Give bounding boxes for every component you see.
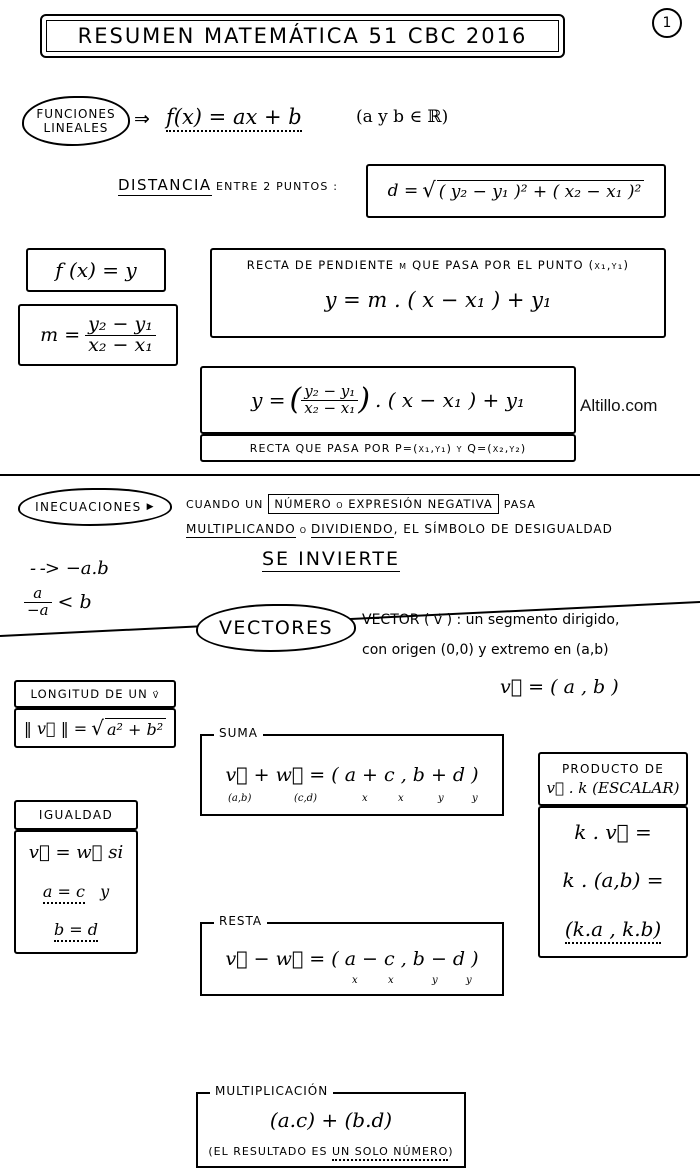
suma-sub-y2: y [472, 793, 478, 804]
fieldset-multiplicacion [196, 1084, 466, 1168]
cloud-line-1: FUNCIONES [36, 107, 116, 121]
resta-formula: v⃗ − w⃗ = ( a − c , b − d ) [225, 948, 479, 970]
label-distancia-sub: ENTRE 2 PUNTOS : [216, 180, 339, 193]
recta2-lhs: y = [251, 388, 286, 412]
inecuaciones-line-2: MULTIPLICANDO o DIVIDIENDO , EL SÍMBOLO DE DESIGUALDAD [186, 522, 613, 536]
box-producto-escalar-body [538, 806, 688, 958]
distancia-lhs: d = [387, 181, 419, 201]
fieldset-suma [200, 726, 504, 816]
box-recta-dos-puntos: y = ( $\frac{\text{y₂ − y₁}}{\text{x₂ − x₁}}$ ) . ( x − x₁ ) + y₁ [200, 366, 576, 434]
formula-linear-function: f(x) = ax + b [166, 105, 302, 129]
producto-escalar-line-1: k . v⃗ = [574, 820, 652, 845]
page-number-badge: 1 [652, 8, 682, 38]
multiplicacion-formula: (a.c) + (b.d) [269, 1108, 393, 1132]
recta-pendiente-formula: y = m . ( x − x₁ ) + y₁ [324, 288, 552, 312]
suma-sub-x1: x [362, 793, 368, 804]
inecuaciones-boxed-term: NÚMERO o EXPRESIÓN NEGATIVA [268, 494, 498, 514]
producto-escalar-line-2: k . (a,b) = [562, 868, 664, 893]
recta-pendiente-header: RECTA DE PENDIENTE m QUE PASA POR EL PUNTO (x₁,y₁) [246, 258, 630, 272]
box-igualdad-body [14, 830, 138, 954]
box-distancia-formula [366, 164, 666, 218]
page-title: RESUMEN MATEMÁTICA 51 CBC 2016 [77, 24, 528, 48]
suma-sub-left: (a,b) [228, 793, 252, 804]
vectores-definition-line-1: VECTOR ( v⃗ ) : un segmento dirigido, [362, 612, 620, 628]
igualdad-line-2: a = c y [43, 882, 109, 901]
resta-sub-x1: x [352, 975, 358, 986]
arrow-implies: ⇒ [134, 108, 150, 130]
condition-a-b-real: (a y b ∈ ℝ) [356, 107, 449, 127]
inecuaciones-example-1: - -> −a.b [30, 558, 109, 579]
vectores-definition-line-3: v⃗ = ( a , b ) [500, 676, 619, 698]
cloud-funciones-lineales [22, 96, 130, 146]
m-denominator: x₂ − x₁ [85, 335, 156, 356]
inecuaciones-line-1: CUANDO UN NÚMERO o EXPRESIÓN NEGATIVA PASA [186, 494, 536, 514]
suma-sub-right: (c,d) [294, 793, 317, 804]
longitud-radical: √ a² + b² [91, 718, 166, 739]
page-title-box [40, 14, 565, 58]
recta2-num: y₂ − y₁ [304, 381, 356, 400]
inecuaciones-example-2: $\frac{a}{-a}$ < b [24, 586, 92, 619]
watermark: Altillo.com [580, 396, 658, 415]
suma-sub-x2: x [398, 793, 404, 804]
igualdad-line-3: b = d [54, 920, 98, 942]
cloud-line-2: LINEALES [43, 121, 109, 135]
box-producto-escalar-header: PRODUCTO DE v⃗ . k (ESCALAR) [538, 752, 688, 806]
resta-sub-y1: y [432, 975, 438, 986]
legend-resta: RESTA [214, 914, 267, 928]
vectores-definition-line-2: con origen (0,0) y extremo en (a,b) [362, 642, 609, 658]
box-longitud-formula: ‖ v⃗ ‖ = √ a² + b² [14, 708, 176, 748]
section-divider-top [0, 474, 700, 476]
box-fx-equals-y: f (x) = y [26, 248, 166, 292]
box-pendiente-m [18, 304, 178, 366]
box-longitud-header: LONGITUD DE UN v⃗ [14, 680, 176, 708]
producto-escalar-line-3: (k.a , k.b) [565, 917, 661, 944]
inecuaciones-line-3: SE INVIERTE [262, 548, 400, 570]
igualdad-line-1: v⃗ = w⃗ si [28, 841, 124, 863]
resta-sub-x2: x [388, 975, 394, 986]
cloud-vectores: VECTORES [196, 604, 356, 652]
cloud-inecuaciones: INECUACIONES ▶ [18, 488, 172, 526]
legend-suma: SUMA [214, 726, 263, 740]
suma-sub-y1: y [438, 793, 444, 804]
box-recta-pendiente [210, 248, 666, 338]
legend-multiplicacion: MULTIPLICACIÓN [210, 1084, 333, 1098]
m-numerator: y₂ − y₁ [88, 312, 153, 335]
suma-formula: v⃗ + w⃗ = ( a + c , b + d ) [225, 764, 479, 786]
recta2-den: x₂ − x₁ [301, 400, 358, 417]
triangle-right-icon: ▶ [146, 502, 155, 512]
box-igualdad-header: IGUALDAD [14, 800, 138, 830]
distancia-radical: √ ( y₂ − y₁ )² + ( x₂ − x₁ )² [422, 180, 644, 202]
label-distancia: DISTANCIA [118, 176, 212, 194]
multiplicacion-note: (EL RESULTADO ES UN SOLO NÚMERO) [198, 1145, 464, 1158]
m-lhs: m = [40, 324, 81, 346]
recta2-rest: . ( x − x₁ ) + y₁ [375, 388, 525, 412]
box-recta-dos-puntos-footer: RECTA QUE PASA POR P=(x₁,y₁) y Q=(x₂,y₂) [200, 434, 576, 462]
resta-sub-y2: y [466, 975, 472, 986]
